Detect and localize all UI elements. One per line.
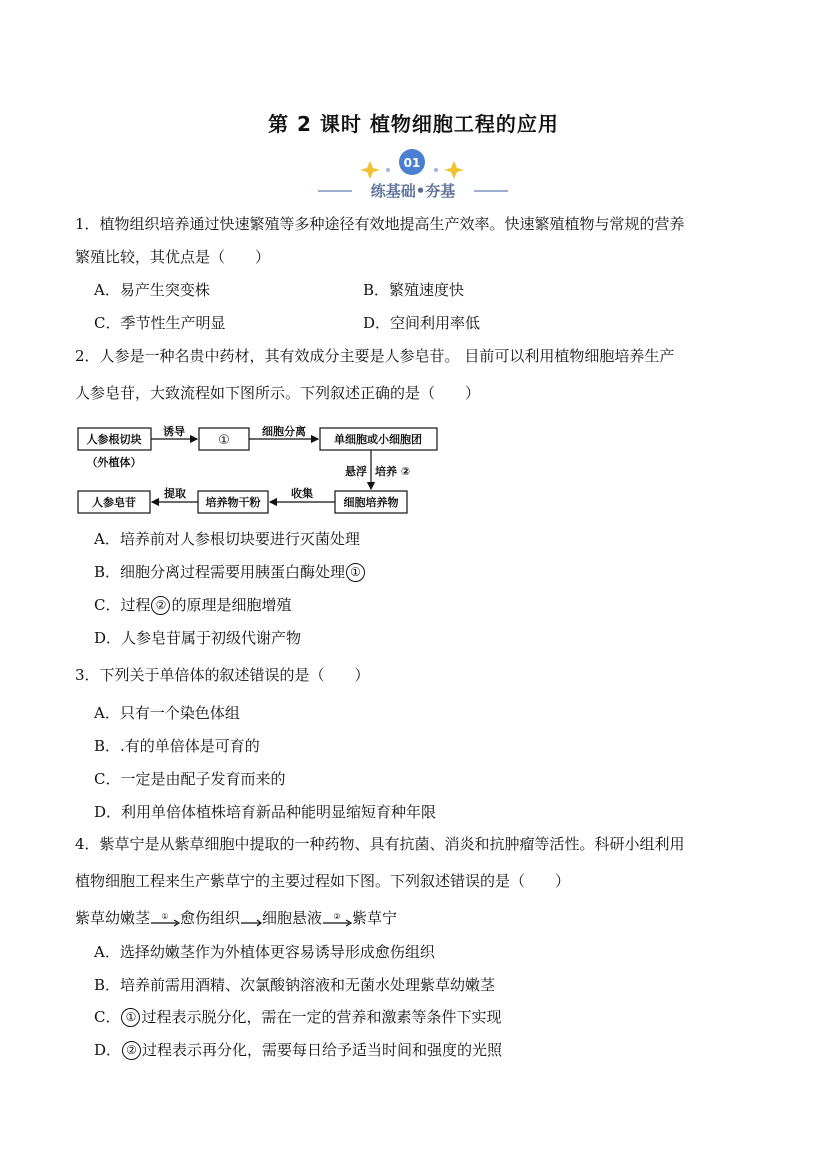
label-product: 细胞培养物 — [343, 496, 399, 509]
q2-option-b[interactable] — [94, 561, 366, 582]
q2-option-c-post: 的原理是细胞增殖 — [171, 596, 292, 614]
q4-option-c-pre: C． — [94, 1008, 121, 1026]
chain-arrow-3 — [322, 910, 352, 928]
q1-option-a[interactable]: A．易产生突变株 — [94, 281, 210, 299]
q2-stem-line2: 人参皂苷，大致流程如下图所示。下列叙述正确的是（ ） — [75, 384, 481, 402]
chain-step-callus: 愈伤组织 — [180, 909, 241, 927]
chain-arrow-2 — [240, 910, 262, 928]
star-right-icon — [444, 161, 464, 179]
q4-option-b[interactable]: B．培养前需用酒精、次氯酸钠溶液和无菌水处理紫草幼嫩茎 — [94, 976, 496, 994]
q4-option-c-post: 过程表示脱分化，需在一定的营养和激素等条件下实现 — [141, 1008, 502, 1026]
q3-option-d[interactable]: D．利用单倍体植株培育新品种能明显缩短育种年限 — [94, 803, 437, 821]
q4-option-c[interactable] — [94, 1006, 502, 1027]
label-box-1: ① — [218, 433, 230, 448]
q2-option-d[interactable]: D．人参皂苷属于初级代谢产物 — [94, 629, 302, 647]
circled-2: ② — [151, 596, 170, 615]
label-cells: 单细胞或小细胞团 — [334, 433, 422, 446]
shikonin-process-chain — [75, 907, 397, 928]
label-separate: 细胞分离 — [262, 425, 306, 438]
label-explant-note: （外植体） — [86, 456, 142, 469]
q1-stem-line1: 1．植物组织培养通过快速繁殖等多种途径有效地提高生产效率。快速繁殖植物与常规的营养 — [75, 215, 685, 233]
label-extract: 提取 — [164, 487, 186, 500]
star-left-icon — [360, 161, 380, 179]
label-powder: 培养物干粉 — [205, 496, 261, 509]
label-induce: 诱导 — [163, 425, 185, 438]
q4-option-d[interactable] — [94, 1039, 502, 1060]
circled-1: ① — [121, 1008, 140, 1027]
q2-stem-line1: 2．人参是一种名贵中药材，其有效成分主要是人参皂苷。 目前可以利用植物细胞培养生产 — [75, 347, 675, 365]
label-explant: 人参根切块 — [86, 433, 142, 446]
q1-option-c[interactable]: C．季节性生产明显 — [94, 314, 226, 332]
q4-stem-line1: 4．紫草宁是从紫草细胞中提取的一种药物、具有抗菌、消炎和抗肿瘤等活性。科研小组利用 — [75, 835, 685, 853]
chain-step-shikonin: 紫草宁 — [352, 909, 398, 927]
label-culture: 培养 ② — [375, 465, 411, 478]
q4-option-d-post: 过程表示再分化，需要每日给予适当时间和强度的光照 — [142, 1041, 503, 1059]
q2-option-c-pre: C．过程 — [94, 596, 151, 614]
label-suspend: 悬浮 — [345, 465, 367, 478]
q3-option-b[interactable]: B．.有的单倍体是可育的 — [94, 737, 260, 755]
q2-option-b-text: B．细胞分离过程需要用胰蛋白酶处理 — [94, 563, 346, 581]
q2-option-a[interactable]: A．培养前对人参根切块要进行灭菌处理 — [94, 530, 360, 548]
badge-label: 练基础•夯基 — [370, 182, 456, 200]
chain-step-suspension: 细胞悬液 — [262, 909, 323, 927]
q1-stem-line2: 繁殖比较，其优点是（ ） — [75, 248, 271, 266]
chain-step-stem: 紫草幼嫩茎 — [75, 909, 151, 927]
page-title: 第 2 课时 植物细胞工程的应用 — [268, 112, 559, 136]
chain-marker-2: ② — [333, 912, 341, 921]
chain-arrow-1 — [150, 910, 180, 928]
q3-stem: 3．下列关于单倍体的叙述错误的是（ ） — [75, 666, 370, 684]
q4-option-d-pre: D． — [94, 1041, 122, 1059]
label-saponin: 人参皂苷 — [92, 496, 136, 509]
q1-option-d[interactable]: D．空间利用率低 — [363, 314, 481, 332]
badge-number: 01 — [403, 156, 421, 170]
ginseng-flow-diagram — [75, 420, 445, 520]
q2-option-c[interactable] — [94, 594, 292, 615]
circled-1: ① — [346, 563, 365, 582]
chain-marker-1: ① — [161, 912, 169, 921]
q1-option-b[interactable]: B．繁殖速度快 — [363, 281, 465, 299]
circled-2: ② — [122, 1041, 141, 1060]
section-badge — [308, 146, 518, 202]
label-collect: 收集 — [291, 487, 313, 500]
q4-stem-line2: 植物细胞工程来生产紫草宁的主要过程如下图。下列叙述错误的是（ ） — [75, 872, 571, 890]
q4-option-a[interactable]: A．选择幼嫩茎作为外植体更容易诱导形成愈伤组织 — [94, 943, 435, 961]
q3-option-c[interactable]: C．一定是由配子发育而来的 — [94, 770, 286, 788]
q3-option-a[interactable]: A．只有一个染色体组 — [94, 704, 240, 722]
